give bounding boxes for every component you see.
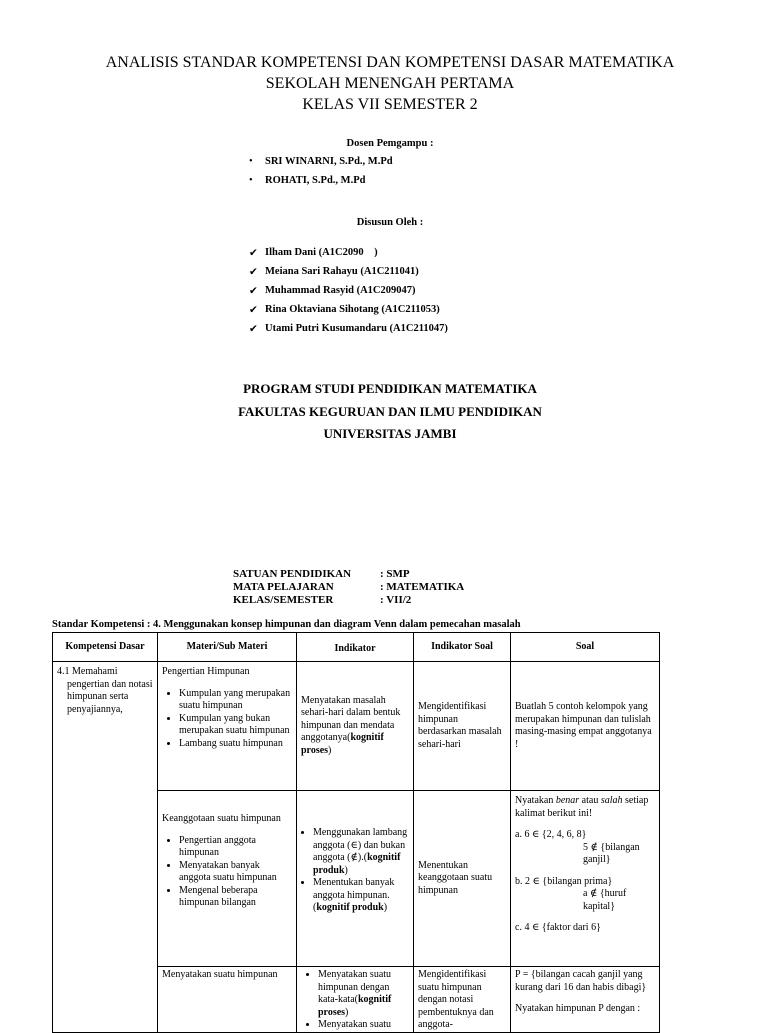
checkmark-icon: ✔ xyxy=(249,267,258,278)
authors-heading: Disusun Oleh : xyxy=(356,217,424,228)
lecturers-heading: Dosen Pemgampu : xyxy=(346,138,434,149)
header-indikator: Indikator xyxy=(297,633,414,662)
checkmark-icon: ✔ xyxy=(249,324,258,335)
materi-cell: Keanggotaan suatu himpunan • Pengertian anggota himpunan • Menyatakan banyak anggota suatu himpunan • Mengenal beberapa himpunan bilangan xyxy=(158,791,297,967)
lecturer-item: • ROHATI, S.Pd., M.Pd xyxy=(249,175,366,186)
author-item: ✔ Meiana Sari Rahayu (A1C211041) xyxy=(249,266,419,278)
indikator-cell: • Menggunakan lambang anggota (∈) dan bukan anggota (∉).(kognitif produk) • Menentukan banyak anggota himpunan. (kognitif produk) xyxy=(297,791,414,967)
institution-block xyxy=(0,378,768,446)
course-info xyxy=(233,568,464,607)
author-item: ✔ Muhammad Rasyid (A1C209047) xyxy=(249,285,416,297)
document-title xyxy=(0,52,768,115)
bullet-icon: • xyxy=(249,175,253,186)
soal-cell: Nyatakan benar atau salah setiap kalimat berikut ini! a. 6 ∈ {2, 4, 6, 8} 5 ∉ {bilangan ganjil} b. 2 ∈ {bilangan prima} a ∉ {huruf kapital} c. 4 ∈ {faktor dari 6} xyxy=(511,791,660,967)
faculty-name: FAKULTAS KEGURUAN DAN ILMU PENDIDIKAN xyxy=(238,403,542,419)
university-name: UNIVERSITAS JAMBI xyxy=(323,426,457,441)
table-header-row xyxy=(53,633,660,662)
indikator-soal-cell: Mengidentifikasi suatu himpunan dengan notasi pembentuknya dan anggota- xyxy=(414,967,511,1033)
author-item: ✔ Ilham Dani (A1C2090 ) xyxy=(249,247,378,259)
info-row: MATA PELAJARAN : MATEMATIKA xyxy=(233,581,465,593)
authors-list xyxy=(249,247,448,342)
indikator-soal-cell: Menentukan keanggotaan suatu himpunan xyxy=(414,791,511,967)
author-item: ✔ Rina Oktaviana Sihotang (A1C211053) xyxy=(249,304,440,316)
materi-cell: Pengertian Himpunan • Kumpulan yang merupakan suatu himpunan • Kumpulan yang bukan merupakan suatu himpunan • Lambang suatu himpunan xyxy=(158,662,297,791)
info-row: KELAS/SEMESTER : VII/2 xyxy=(233,594,412,606)
header-materi: Materi/Sub Materi xyxy=(158,633,297,662)
title-line-3: KELAS VII SEMESTER 2 xyxy=(302,96,478,113)
table-row xyxy=(53,662,660,791)
program-name: PROGRAM STUDI PENDIDIKAN MATEMATIKA xyxy=(243,381,537,396)
header-soal: Soal xyxy=(511,633,660,662)
soal-cell: P = {bilangan cacah ganjil yang kurang dari 16 dan habis dibagi} Nyatakan himpunan P dengan : xyxy=(511,967,660,1033)
header-indikator-soal: Indikator Soal xyxy=(414,633,511,662)
title-line-1: ANALISIS STANDAR KOMPETENSI DAN KOMPETENSI DASAR MATEMATIKA xyxy=(105,54,675,71)
checkmark-icon: ✔ xyxy=(249,286,258,297)
lecturers-list xyxy=(249,156,393,194)
kompetensi-dasar-cell: 4.1 Memahami pengertian dan notasi himpunan serta penyajiannya, xyxy=(53,662,158,1033)
soal-cell: Buatlah 5 contoh kelompok yang merupakan himpunan dan tulislah masing-masing empat anggotanya ! xyxy=(511,662,660,791)
lecturer-item: • SRI WINARNI, S.Pd., M.Pd xyxy=(249,156,393,167)
header-kompetensi-dasar: Kompetensi Dasar xyxy=(53,633,158,662)
title-line-2: SEKOLAH MENENGAH PERTAMA xyxy=(265,75,515,92)
indikator-cell: • Menyatakan suatu himpunan dengan kata-kata(kognitif proses) • Menyatakan suatu xyxy=(297,967,414,1033)
author-item: ✔ Utami Putri Kusumandaru (A1C211047) xyxy=(249,323,448,335)
checkmark-icon: ✔ xyxy=(249,248,258,259)
checkmark-icon: ✔ xyxy=(249,305,258,316)
indikator-soal-cell: Mengidentifikasi himpunan berdasarkan masalah sehari-hari xyxy=(414,662,511,791)
info-row: SATUAN PENDIDIKAN : SMP xyxy=(233,568,410,580)
indikator-cell: Menyatakan masalah sehari-hari dalam bentuk himpunan dan mendata anggotanya(kognitif proses) xyxy=(297,662,414,791)
materi-cell: Menyatakan suatu himpunan xyxy=(158,967,297,1033)
analysis-table xyxy=(52,632,660,1033)
bullet-icon: • xyxy=(249,156,253,167)
competency-standard: Standar Kompetensi : 4. Menggunakan konsep himpunan dan diagram Venn dalam pemecahan masalah xyxy=(52,619,521,630)
